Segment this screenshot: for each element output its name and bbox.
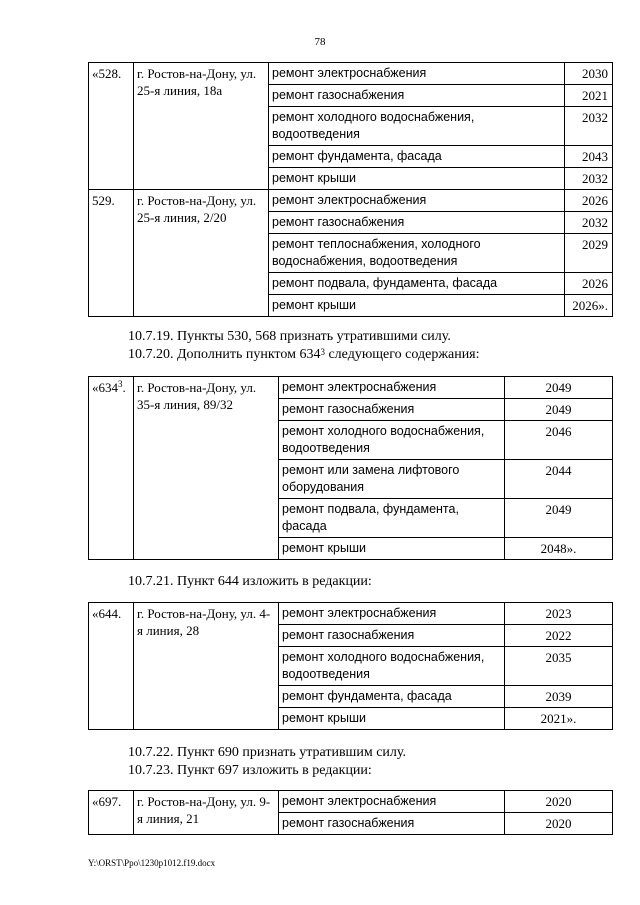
year-cell: 2023 (505, 603, 613, 625)
repair-schedule-table-1 (88, 62, 613, 317)
repair-schedule-table-4 (88, 790, 613, 835)
address-cell: г. Ростов-на-Дону, ул. 25-я линия, 18а (134, 63, 269, 190)
table-row (89, 190, 613, 212)
paragraph-10-7-22: 10.7.22. Пункт 690 признать утратившим силу. (128, 745, 406, 760)
address-cell: г. Ростов-на-Дону, ул. 25-я линия, 2/20 (134, 190, 269, 317)
item-number (89, 190, 134, 317)
work-type-cell: ремонт фундамента, фасада (279, 686, 505, 708)
item-number (89, 791, 134, 835)
year-cell: 2026 (565, 190, 613, 212)
paragraph-10-7-23: 10.7.23. Пункт 697 изложить в редакции: (128, 763, 372, 778)
year-cell: 2048». (505, 538, 613, 560)
work-type-cell: ремонт газоснабжения (279, 625, 505, 647)
item-number-text: «528. (92, 66, 122, 81)
item-number (89, 603, 134, 730)
paragraph-10-7-20-superscript: 3 (320, 347, 325, 357)
paragraph-10-7-20-text-end: следующего содержания: (324, 347, 480, 362)
repair-schedule-table-3 (88, 602, 613, 730)
address-cell: г. Ростов-на-Дону, ул. 4-я линия, 28 (134, 603, 279, 730)
work-type-cell: ремонт крыши (279, 708, 505, 730)
paragraph-10-7-20 (128, 346, 480, 364)
item-number (89, 63, 134, 190)
year-cell: 2043 (565, 146, 613, 168)
repair-schedule-table-2 (88, 376, 613, 560)
table-row (89, 377, 613, 399)
year-cell: 2049 (505, 399, 613, 421)
year-cell: 2049 (505, 499, 613, 538)
work-type-cell: ремонт газоснабжения (269, 212, 565, 234)
address-cell: г. Ростов-на-Дону, ул. 35-я линия, 89/32 (134, 377, 279, 560)
file-path-footer: Y:\ORST\Ppo\1230p1012.f19.docx (88, 858, 216, 868)
work-type-cell: ремонт электроснабжения (269, 63, 565, 85)
work-type-cell: ремонт газоснабжения (279, 399, 505, 421)
year-cell: 2049 (505, 377, 613, 399)
year-cell: 2044 (505, 460, 613, 499)
paragraph-10-7-21: 10.7.21. Пункт 644 изложить в редакции: (128, 574, 372, 589)
year-cell: 2030 (565, 63, 613, 85)
paragraph-10-7-19: 10.7.19. Пункты 530, 568 признать утратившими силу. (128, 329, 451, 344)
year-cell: 2039 (505, 686, 613, 708)
year-cell: 2021». (505, 708, 613, 730)
work-type-cell: ремонт электроснабжения (269, 190, 565, 212)
work-type-cell: ремонт электроснабжения (279, 377, 505, 399)
year-cell: 2021 (565, 85, 613, 107)
paragraph-10-7-20-text: 10.7.20. Дополнить пунктом 634 (128, 347, 321, 362)
work-type-cell: ремонт газоснабжения (269, 85, 565, 107)
year-cell: 2020 (505, 791, 613, 813)
table-row (89, 63, 613, 85)
page-number: 78 (314, 36, 326, 48)
work-type-cell: ремонт подвала, фундамента, фасада (269, 273, 565, 295)
item-number-end: . (122, 380, 126, 395)
work-type-cell: ремонт холодного водоснабжения, водоотведения (279, 421, 505, 460)
work-type-cell: ремонт или замена лифтового оборудования (279, 460, 505, 499)
table-row (89, 791, 613, 813)
work-type-cell: ремонт крыши (269, 295, 565, 317)
address-cell: г. Ростов-на-Дону, ул. 9-я линия, 21 (134, 791, 279, 835)
year-cell: 2026». (565, 295, 613, 317)
year-cell: 2032 (565, 212, 613, 234)
work-type-cell: ремонт электроснабжения (279, 603, 505, 625)
item-number-text: «644. (92, 606, 122, 621)
item-number-superscript: 3 (118, 379, 123, 389)
year-cell: 2020 (505, 813, 613, 835)
work-type-cell: ремонт газоснабжения (279, 813, 505, 835)
item-number-text: «634 (92, 380, 118, 395)
work-type-cell: ремонт фундамента, фасада (269, 146, 565, 168)
year-cell: 2026 (565, 273, 613, 295)
work-type-cell: ремонт теплоснабжения, холодного водоснабжения, водоотведения (269, 234, 565, 273)
item-number-text: 529. (92, 193, 115, 208)
year-cell: 2035 (505, 647, 613, 686)
year-cell: 2046 (505, 421, 613, 460)
work-type-cell: ремонт электроснабжения (279, 791, 505, 813)
table-row (89, 603, 613, 625)
year-cell: 2029 (565, 234, 613, 273)
item-number-text: «697. (92, 794, 122, 809)
work-type-cell: ремонт холодного водоснабжения, водоотведения (269, 107, 565, 146)
work-type-cell: ремонт крыши (279, 538, 505, 560)
work-type-cell: ремонт крыши (269, 168, 565, 190)
year-cell: 2032 (565, 168, 613, 190)
work-type-cell: ремонт подвала, фундамента, фасада (279, 499, 505, 538)
year-cell: 2022 (505, 625, 613, 647)
item-number (89, 377, 134, 560)
year-cell: 2032 (565, 107, 613, 146)
work-type-cell: ремонт холодного водоснабжения, водоотведения (279, 647, 505, 686)
